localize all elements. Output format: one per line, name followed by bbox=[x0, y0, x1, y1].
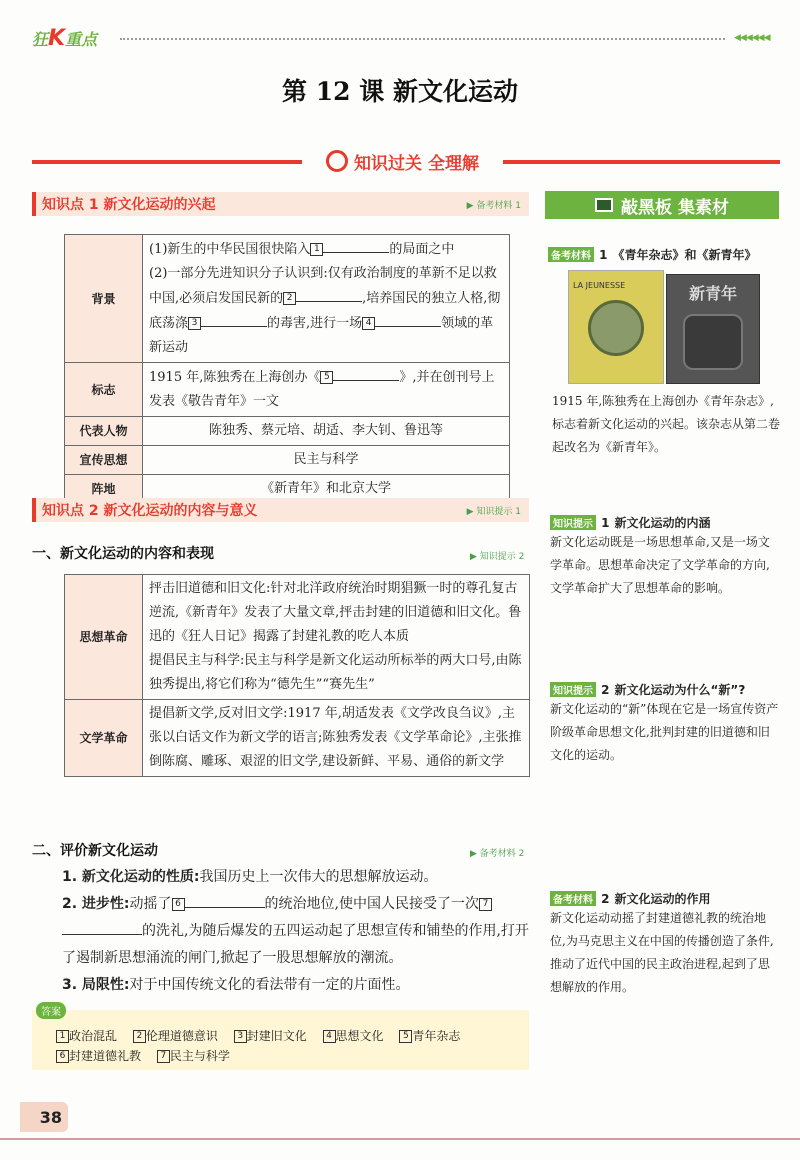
section-2-ref[interactable]: ▶ 备考材料 2 bbox=[470, 849, 525, 859]
banner-line-left bbox=[32, 160, 302, 164]
row-content: 1915 年,陈独秀在上海创办《 5 》,并在创刊号上发表《敬告青年》一文 bbox=[143, 363, 510, 417]
header-arrows: ◀◀◀◀◀◀ bbox=[734, 33, 770, 43]
answer-item: 6 封建道德礼教 bbox=[56, 1049, 141, 1063]
section-1-title: 一、新文化运动的内容和表现 bbox=[32, 546, 214, 562]
section-2-body bbox=[62, 864, 530, 999]
row-head: 文学革命 bbox=[65, 700, 143, 777]
sidebar-tip-2: 知识提示 2 新文化运动为什么“新”? 新文化运动的“新”体现在它是一场宣传资产阶级革命思想文化,批判封建的旧道德和旧文化的运动。 bbox=[550, 683, 779, 762]
sidebar-material-1: 备考材料 1 《青年杂志》和《新青年》 bbox=[548, 244, 780, 263]
blank-6 bbox=[185, 892, 265, 908]
material-1-text: 1915 年,陈独秀在上海创办《青年杂志》,标志着新文化运动的兴起。该杂志从第二卷起改名为《新青年》。 bbox=[552, 394, 781, 454]
page-number: 38 bbox=[20, 1102, 68, 1132]
answer-label: 答案 bbox=[36, 1002, 66, 1019]
progress-paragraph: 2. 进步性:动摇了 6 的统治地位,使中国人民接受了一次 7的洗礼,为随后爆发的五四运动起了思想宣传和铺垫的作用,打开了遏制新思想涌流的闸门,掀起了一股思想解放的潮流。 bbox=[62, 891, 530, 972]
header-divider bbox=[120, 38, 725, 40]
sidebar-tip-1: 知识提示 1 新文化运动的内涵 新文化运动既是一场思想革命,又是一场文学革命。思想革命决定了文学革命的方向,文学革命扩大了思想革命的影响。 bbox=[550, 516, 770, 595]
section-banner: 知识过关 全理解 bbox=[305, 147, 500, 175]
blank-2 bbox=[296, 286, 362, 302]
table-row bbox=[65, 575, 530, 700]
row-content: 抨击旧道德和旧文化:针对北洋政府统治时期猖獗一时的尊孔复古逆流,《新青年》发表了大量文章,抨击封建的旧道德和旧文化。鲁迅的《狂人日记》揭露了封建礼教的吃人本质 提倡民主与科学:民主与科学是新文化运动所标举的两大口号,由陈独秀提出,将它们称为“德先生”“赛先生” bbox=[143, 575, 530, 700]
answer-item: 4 思想文化 bbox=[323, 1029, 384, 1043]
table-row bbox=[65, 446, 510, 475]
row-content: 提倡新文学,反对旧文学:1917 年,胡适发表《文学改良刍议》,主张以白话文作为新文学的语言;陈独秀发表《文学革命论》,主张推倒陈腐、雕琢、艰涩的旧文学,建设新鲜、平易、通俗的新文学 bbox=[143, 700, 530, 777]
tip-tag: 知识提示 bbox=[550, 515, 596, 530]
table-row bbox=[65, 235, 510, 363]
blackboard-icon bbox=[595, 198, 613, 212]
row-content: 《新青年》和北京大学 bbox=[143, 475, 510, 504]
limitation-paragraph: 3. 局限性:对于中国传统文化的看法带有一定的片面性。 bbox=[62, 977, 410, 993]
answer-item: 7 民主与科学 bbox=[157, 1049, 230, 1063]
sec1-table bbox=[64, 574, 530, 777]
row-head: 思想革命 bbox=[65, 575, 143, 700]
answer-item: 1 政治混乱 bbox=[56, 1029, 117, 1043]
table-row bbox=[65, 417, 510, 446]
tip-tag: 知识提示 bbox=[550, 682, 596, 697]
answer-list bbox=[56, 1026, 526, 1066]
table-row bbox=[65, 700, 530, 777]
footer-line bbox=[0, 1138, 800, 1140]
answer-item: 2 伦理道德意识 bbox=[133, 1029, 218, 1043]
magazine-cover-1: LA JEUNESSE bbox=[568, 270, 664, 384]
row-head: 代表人物 bbox=[65, 417, 143, 446]
row-content: 民主与科学 bbox=[143, 446, 510, 475]
section-2-title: 二、评价新文化运动 bbox=[32, 843, 158, 859]
blank-4 bbox=[375, 311, 441, 327]
blank-3 bbox=[201, 311, 267, 327]
kp2-ref[interactable]: ▶ 知识提示 1 bbox=[466, 506, 521, 517]
row-head: 宣传思想 bbox=[65, 446, 143, 475]
material-tag: 备考材料 bbox=[548, 247, 594, 262]
section-1-ref[interactable]: ▶ 知识提示 2 bbox=[470, 552, 525, 562]
row-content: 陈独秀、蔡元培、胡适、李大钊、鲁迅等 bbox=[143, 417, 510, 446]
kp1-header: 知识点 1 新文化运动的兴起 ▶ 备考材料 1 bbox=[32, 192, 529, 216]
page-title: 第 12 课 新文化运动 bbox=[282, 77, 518, 106]
material-tag: 备考材料 bbox=[550, 891, 596, 906]
row-head: 背景 bbox=[65, 235, 143, 363]
refresh-icon bbox=[326, 150, 348, 172]
table-row bbox=[65, 363, 510, 417]
kp1-ref[interactable]: ▶ 备考材料 1 bbox=[466, 200, 521, 211]
blank-7 bbox=[62, 919, 142, 935]
blank-5 bbox=[333, 365, 399, 381]
kp1-table bbox=[64, 234, 510, 504]
banner-line-right bbox=[503, 160, 780, 164]
brand-logo: 狂K重点 bbox=[32, 26, 98, 51]
kp2-header: 知识点 2 新文化运动的内容与意义 ▶ 知识提示 1 bbox=[32, 498, 529, 522]
answer-item: 5 青年杂志 bbox=[399, 1029, 460, 1043]
row-head: 标志 bbox=[65, 363, 143, 417]
row-content: (1)新生的中华民国很快陷入 1 的局面之中 (2)一部分先进知识分子认识到:仅有政治制度的革新不足以救中国,必须启发国民新的 2 ,培养国民的独立人格,彻底荡涤 3 的毒害,进行一场 4 领域的革新运动 bbox=[143, 235, 510, 363]
sidebar-material-2: 备考材料 2 新文化运动的作用 新文化运动动摇了封建道德礼教的统治地位,为马克思主义在中国的传播创造了条件,推动了近代中国的民主政治进程,起到了思想解放的作用。 bbox=[550, 892, 774, 994]
sidebar-header: 敲黑板 集素材 bbox=[545, 191, 779, 219]
answer-item: 3 封建旧文化 bbox=[234, 1029, 307, 1043]
nature-paragraph: 1. 新文化运动的性质:我国历史上一次伟大的思想解放运动。 bbox=[62, 869, 438, 885]
magazine-cover-2: 新青年 bbox=[666, 274, 760, 384]
row-head: 阵地 bbox=[65, 475, 143, 504]
blank-1 bbox=[323, 237, 389, 253]
